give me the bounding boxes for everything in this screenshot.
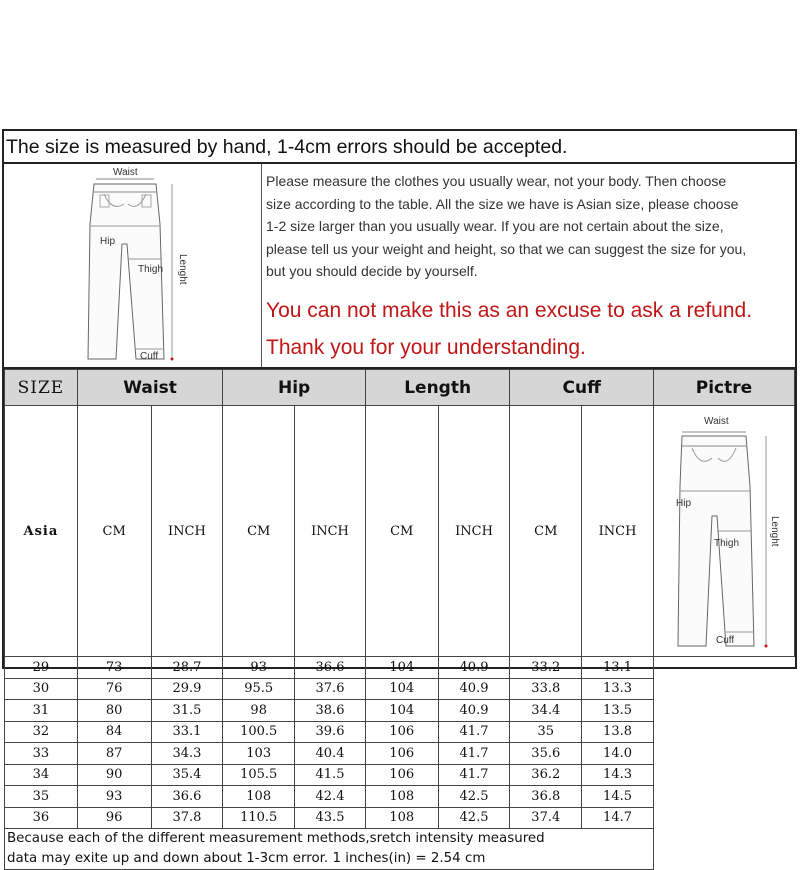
note-row <box>5 829 795 870</box>
instruction-line: but you should decide by yourself. <box>266 263 478 279</box>
instruction-line: please tell us your weight and height, so that we can suggest the size for you, <box>266 240 747 257</box>
pants-measure-icon <box>4 164 262 367</box>
unit-header-row <box>5 406 795 657</box>
measurement-cell: 37.6 <box>295 678 366 700</box>
diagram-thigh-label: Thigh <box>138 264 164 275</box>
warning-line: Thank you for your understanding. <box>266 336 586 359</box>
picture-cuff-label: Cuff <box>715 635 735 646</box>
measurement-cell: 100.5 <box>223 721 295 743</box>
measurement-cell: 104 <box>365 657 438 679</box>
picture-thigh-label: Thigh <box>713 538 739 549</box>
measurement-cell: 40.9 <box>438 657 510 679</box>
diagram-length-label: Lenght <box>177 254 188 285</box>
measurement-cell: 13.3 <box>582 678 654 700</box>
measurement-cell: 40.9 <box>438 678 510 700</box>
measurement-cell: 106 <box>365 721 438 743</box>
measurement-cell: 40.4 <box>295 743 366 765</box>
measurement-cell: 33.8 <box>510 678 582 700</box>
unit-header: CM <box>365 406 438 657</box>
measurement-cell: 14.3 <box>582 764 654 786</box>
size-table <box>4 369 795 870</box>
size-cell: 34 <box>5 764 78 786</box>
measurement-cell: 13.1 <box>582 657 654 679</box>
measurement-cell: 41.7 <box>438 721 510 743</box>
measurement-cell: 36.6 <box>151 786 223 808</box>
size-row <box>5 657 795 679</box>
measurement-cell: 34.4 <box>510 700 582 722</box>
measurement-cell: 37.8 <box>151 807 223 829</box>
measurement-cell: 42.4 <box>295 786 366 808</box>
measurement-cell: 73 <box>77 657 151 679</box>
measurement-cell: 35.6 <box>510 743 582 765</box>
measurement-cell: 41.7 <box>438 743 510 765</box>
instructions <box>266 170 794 283</box>
region-label: Asia <box>5 406 78 657</box>
measurement-cell: 98 <box>223 700 295 722</box>
diagram-waist-label: Waist <box>113 167 138 178</box>
size-row <box>5 764 795 786</box>
note-line: Because each of the different measurement methods,sretch intensity measured <box>7 831 545 846</box>
measurement-cell: 14.0 <box>582 743 654 765</box>
size-header: SIZE <box>5 370 78 406</box>
unit-header: INCH <box>582 406 654 657</box>
measurement-cell: 84 <box>77 721 151 743</box>
size-row <box>5 743 795 765</box>
measurement-cell: 108 <box>223 786 295 808</box>
measurement-cell: 31.5 <box>151 700 223 722</box>
measurement-cell: 106 <box>365 743 438 765</box>
measurement-cell: 87 <box>77 743 151 765</box>
measurement-cell: 104 <box>365 678 438 700</box>
pants-picture-cell <box>653 406 794 657</box>
pants-picture-icon <box>654 406 794 656</box>
measurement-cell: 33.2 <box>510 657 582 679</box>
size-cell: 36 <box>5 807 78 829</box>
measurement-cell: 39.6 <box>295 721 366 743</box>
warning-line: You can not make this as an excuse to ask a refund. <box>266 299 753 322</box>
picture-hip-label: Hip <box>675 498 691 509</box>
size-cell: 31 <box>5 700 78 722</box>
measurement-cell: 108 <box>365 786 438 808</box>
measurement-cell: 33.1 <box>151 721 223 743</box>
measurement-cell: 13.5 <box>582 700 654 722</box>
unit-header: CM <box>77 406 151 657</box>
measurement-cell: 36.6 <box>295 657 366 679</box>
measurement-cell: 103 <box>223 743 295 765</box>
measurement-cell: 95.5 <box>223 678 295 700</box>
picture-waist-label: Waist <box>703 416 729 427</box>
measurement-cell: 93 <box>77 786 151 808</box>
measurement-cell: 96 <box>77 807 151 829</box>
note-line: data may exite up and down about 1-3cm error. 1 inches(in) = 2.54 cm <box>7 851 486 866</box>
size-cell: 29 <box>5 657 78 679</box>
measurement-cell: 110.5 <box>223 807 295 829</box>
instruction-line: size according to the table. All the size we have is Asian size, please choose <box>266 195 739 212</box>
group-header-row <box>5 370 795 406</box>
diagram-hip-label: Hip <box>100 236 116 247</box>
unit-header: INCH <box>151 406 223 657</box>
measurement-cell: 35.4 <box>151 764 223 786</box>
group-header-waist: Waist <box>77 370 222 406</box>
size-chart <box>2 129 797 866</box>
measurement-cell: 37.4 <box>510 807 582 829</box>
measurement-cell: 43.5 <box>295 807 366 829</box>
measurement-cell: 28.7 <box>151 657 223 679</box>
group-header-hip: Hip <box>223 370 366 406</box>
measurement-cell: 36.2 <box>510 764 582 786</box>
measurement-cell: 90 <box>77 764 151 786</box>
group-header-cuff: Cuff <box>510 370 654 406</box>
measurement-cell: 36.8 <box>510 786 582 808</box>
refund-warning <box>266 292 794 366</box>
size-row <box>5 786 795 808</box>
measurement-cell: 14.5 <box>582 786 654 808</box>
picture-header: Pictre <box>653 370 794 406</box>
measurement-cell: 34.3 <box>151 743 223 765</box>
size-cell: 35 <box>5 786 78 808</box>
measurement-cell: 14.7 <box>582 807 654 829</box>
intro-section <box>4 164 795 369</box>
measurement-cell: 41.5 <box>295 764 366 786</box>
measurement-cell: 76 <box>77 678 151 700</box>
unit-header: CM <box>223 406 295 657</box>
measurement-note <box>5 829 654 870</box>
picture-length-label: Lenght <box>768 516 780 547</box>
measurement-cell: 13.8 <box>582 721 654 743</box>
unit-header: INCH <box>295 406 366 657</box>
diagram-cuff-label: Cuff <box>140 351 159 362</box>
size-cell: 33 <box>5 743 78 765</box>
instruction-line: 1-2 size larger than you usually wear. If you are not certain about the size, <box>266 218 724 234</box>
measurement-cell: 80 <box>77 700 151 722</box>
size-cell: 30 <box>5 678 78 700</box>
size-cell: 32 <box>5 721 78 743</box>
measurement-cell: 40.9 <box>438 700 510 722</box>
group-header-length: Length <box>365 370 510 406</box>
chart-title: The size is measured by hand, 1-4cm errors should be accepted. <box>4 131 795 164</box>
measurement-cell: 108 <box>365 807 438 829</box>
measurement-cell: 42.5 <box>438 807 510 829</box>
measurement-cell: 105.5 <box>223 764 295 786</box>
size-row <box>5 678 795 700</box>
unit-header: INCH <box>438 406 510 657</box>
measurement-cell: 29.9 <box>151 678 223 700</box>
measurement-cell: 106 <box>365 764 438 786</box>
measurement-cell: 41.7 <box>438 764 510 786</box>
measurement-cell: 104 <box>365 700 438 722</box>
measurement-cell: 35 <box>510 721 582 743</box>
size-row <box>5 721 795 743</box>
measurement-cell: 42.5 <box>438 786 510 808</box>
unit-header: CM <box>510 406 582 657</box>
instruction-line: Please measure the clothes you usually wear, not your body. Then choose <box>266 173 727 189</box>
measurement-cell: 93 <box>223 657 295 679</box>
size-row <box>5 807 795 829</box>
pants-diagram-small <box>4 164 262 367</box>
measurement-cell: 38.6 <box>295 700 366 722</box>
size-row <box>5 700 795 722</box>
